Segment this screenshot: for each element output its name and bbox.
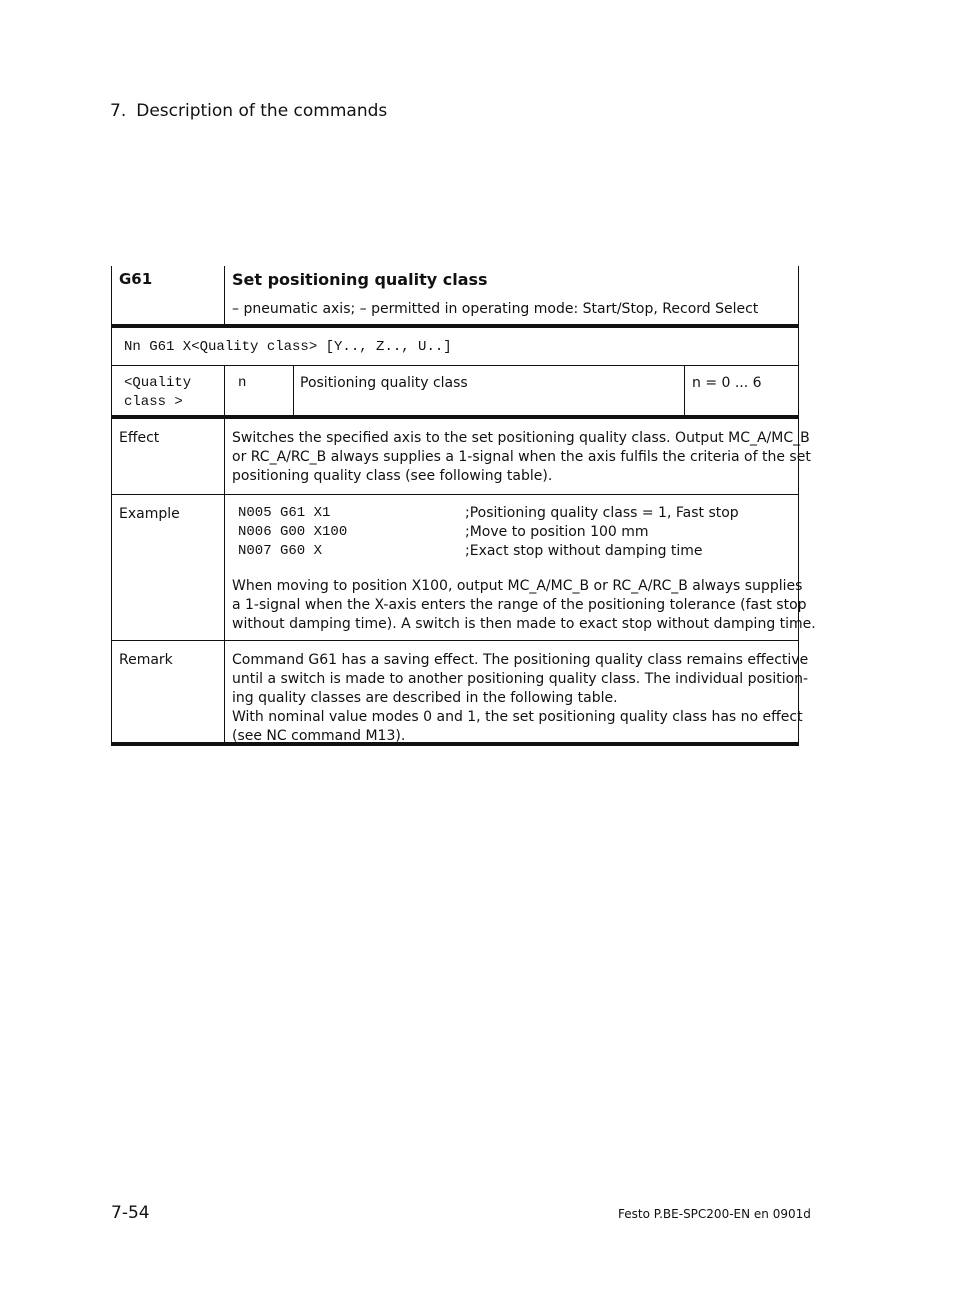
effect-label: Effect bbox=[119, 430, 160, 446]
remark-line: Command G61 has a saving effect. The positioning quality class remains effective bbox=[232, 652, 809, 668]
example-line: without damping time). A switch is then made to exact stop without damping time. bbox=[232, 616, 816, 632]
remark-line: ing quality classes are described in the following table. bbox=[232, 690, 618, 706]
column-divider bbox=[684, 366, 685, 415]
effect-line: or RC_A/RC_B always supplies a 1-signal when the axis fulfils the criteria of the set bbox=[232, 449, 811, 465]
command-code: G61 bbox=[119, 270, 153, 288]
param-description: Positioning quality class bbox=[300, 375, 468, 391]
example-code-comment: ;Exact stop without damping time bbox=[465, 543, 703, 559]
chapter-title: Description of the commands bbox=[136, 101, 388, 121]
column-divider bbox=[224, 419, 225, 494]
effect-row bbox=[111, 419, 811, 495]
remark-line: (see NC command M13). bbox=[232, 728, 406, 744]
command-title: Set positioning quality class bbox=[232, 270, 488, 289]
example-label: Example bbox=[119, 506, 180, 522]
syntax-row bbox=[111, 328, 799, 366]
effect-text bbox=[232, 429, 811, 486]
command-table bbox=[111, 266, 816, 746]
example-line: a 1-signal when the X-axis enters the range of the positioning tolerance (fast stop bbox=[232, 597, 807, 613]
page-number: 7-54 bbox=[111, 1203, 150, 1223]
example-code-line: N006 G00 X100 bbox=[238, 524, 348, 540]
example-code-line: N005 G61 X1 bbox=[238, 505, 331, 521]
chapter-number: 7. bbox=[110, 101, 127, 121]
param-symbol: n bbox=[238, 375, 247, 391]
example-code-comment: ;Positioning quality class = 1, Fast stop bbox=[465, 505, 739, 521]
remark-row bbox=[111, 641, 809, 746]
example-row bbox=[111, 495, 816, 641]
example-code-line: N007 G60 X bbox=[238, 543, 323, 559]
example-line: When moving to position X100, output MC_A/MC_B or RC_A/RC_B always supplies bbox=[232, 578, 803, 594]
remark-line: until a switch is made to another positioning quality class. The individual position- bbox=[232, 671, 809, 687]
column-divider bbox=[224, 266, 225, 324]
parameter-row bbox=[111, 366, 799, 419]
document-reference: Festo P.BE-SPC200-EN en 0901d bbox=[618, 1207, 811, 1221]
param-range: n = 0 ... 6 bbox=[692, 375, 762, 391]
column-divider bbox=[224, 366, 225, 415]
command-subtitle: – pneumatic axis; – permitted in operating mode: Start/Stop, Record Select bbox=[232, 301, 759, 317]
syntax-text: Nn G61 X<Quality class> [Y.., Z.., U..] bbox=[124, 339, 452, 355]
command-header-row bbox=[111, 266, 799, 328]
example-code-comment: ;Move to position 100 mm bbox=[465, 524, 649, 540]
column-divider bbox=[224, 641, 225, 742]
effect-line: positioning quality class (see following table). bbox=[232, 468, 553, 484]
param-name bbox=[124, 374, 224, 412]
chapter-heading bbox=[110, 101, 387, 121]
remark-label: Remark bbox=[119, 652, 173, 668]
remark-line: With nominal value modes 0 and 1, the set positioning quality class has no effect bbox=[232, 709, 803, 725]
example-text bbox=[232, 577, 816, 634]
remark-text bbox=[232, 651, 809, 746]
param-name-line-1: <Quality bbox=[124, 375, 192, 391]
effect-line: Switches the specified axis to the set positioning quality class. Output MC_A/MC_B bbox=[232, 430, 810, 446]
param-name-line-2: class > bbox=[124, 394, 183, 410]
column-divider bbox=[293, 366, 294, 415]
column-divider bbox=[224, 495, 225, 640]
